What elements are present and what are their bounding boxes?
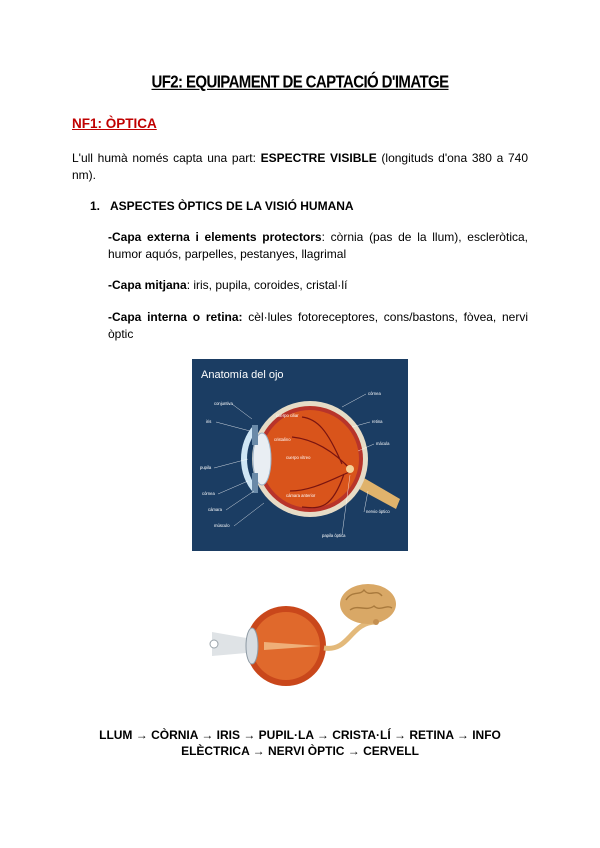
- label-cristalino: cristalino: [274, 437, 291, 442]
- vision-flow: [60, 727, 540, 759]
- layer-text: : còrnia (pas de la llum), escleròtica, humor aquós, parpelles, pestanyes, llagrimal: [108, 230, 528, 261]
- iris-top-shape: [252, 425, 258, 445]
- numbered-heading: [90, 199, 354, 213]
- label-conjuntiva: conjuntiva: [214, 401, 233, 406]
- section-heading: NF1: ÒPTICA: [72, 116, 157, 131]
- layer-label: -Capa interna o retina:: [108, 310, 243, 324]
- flow-line-1: LLUM → CÒRNIA → IRIS → PUPIL·LA → CRISTA·LÍ → RETINA → INFO: [99, 728, 501, 742]
- optic-disc-shape: [346, 465, 354, 473]
- figure-title: Anatomía del ojo: [201, 369, 284, 381]
- page-title: UF2: EQUIPAMENT DE CAPTACIÓ D'IMATGE: [151, 72, 449, 93]
- layer-label: -Capa mitjana: [108, 278, 187, 292]
- label-camara-anterior: cámara anterior: [286, 493, 316, 498]
- label-pupila: pupila: [200, 465, 212, 470]
- label-macula: mácula: [376, 441, 390, 446]
- intro-text-end: (longituds d'ona 380 a 740 nm).: [72, 151, 528, 182]
- layer-item-external: [108, 229, 528, 263]
- layer-item-middle: [108, 277, 528, 294]
- intro-bold: ESPECTRE VISIBLE: [260, 151, 377, 165]
- label-papila-optica: papila óptica: [322, 533, 346, 538]
- optic-nerve-path: [324, 622, 376, 648]
- flow-line-2: ELÈCTRICA → NERVI ÒPTIC → CERVELL: [181, 744, 419, 758]
- layer-text: cèl·lules fotoreceptores, cons/bastons, fòvea, nervi òptic: [108, 310, 528, 341]
- intro-text: L'ull humà només capta una part:: [72, 151, 261, 165]
- label-cornea-left: córnea: [202, 491, 215, 496]
- brain-stem-icon: [373, 619, 379, 625]
- heading-text: ASPECTES ÒPTICS DE LA VISIÓ HUMANA: [110, 199, 354, 213]
- label-cuerpo-ciliar: cuerpo ciliar: [276, 413, 299, 418]
- light-source-icon: [210, 640, 218, 648]
- label-cuerpo-vitreo: cuerpo vítreo: [286, 455, 311, 460]
- intro-paragraph: [72, 150, 528, 184]
- eye-brain-figure: [200, 582, 404, 694]
- lens-icon: [246, 628, 258, 664]
- label-retina: retina: [372, 419, 383, 424]
- label-iris: iris: [206, 419, 212, 424]
- brain-shape: [340, 584, 396, 624]
- label-musculo: músculo: [214, 523, 230, 528]
- label-camara: cámara: [208, 507, 222, 512]
- iris-bottom-shape: [252, 473, 258, 493]
- heading-number: 1.: [90, 199, 101, 213]
- layer-item-retina: [108, 309, 528, 343]
- label-cornea-right: córnea: [368, 391, 381, 396]
- eye-anatomy-figure: [192, 359, 408, 551]
- layer-label: -Capa externa i elements protectors: [108, 230, 322, 244]
- layer-text: : iris, pupila, coroides, cristal·lí: [186, 278, 348, 292]
- label-nervio-optico: nervio óptico: [366, 509, 390, 514]
